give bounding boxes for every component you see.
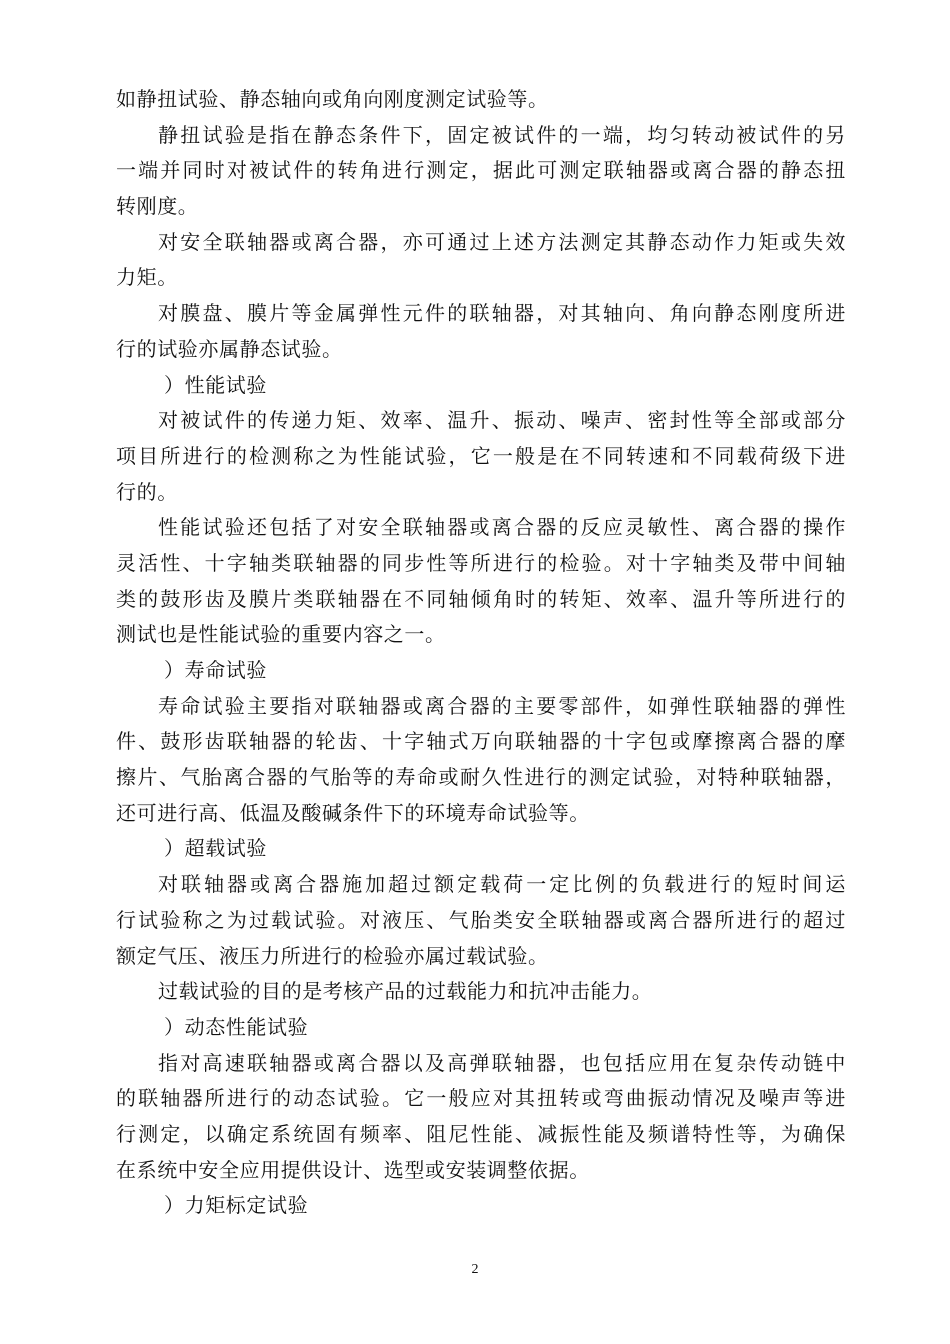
text-line: 还可进行高、低温及酸碱条件下的环境寿命试验等。: [116, 800, 590, 825]
page-number: 2: [471, 1262, 479, 1277]
text-line: 在系统中安全应用提供设计、选型或安装调整依据。: [116, 1157, 590, 1182]
section-heading: ）寿命试验: [164, 658, 267, 682]
text-line: 性能试验还包括了对安全联轴器或离合器的反应灵敏性、离合器的操作: [158, 515, 846, 540]
text-line: 如静扭试验、静态轴向或角向刚度测定试验等。: [116, 87, 549, 111]
text-line: 额定气压、液压力所进行的检验亦属过载试验。: [116, 943, 549, 968]
text-line: 行测定，以确定系统固有频率、阻尼性能、减振性能及频谱特性等，为确保: [116, 1121, 846, 1146]
text-line: 行的试验亦属静态试验。: [116, 336, 343, 361]
text-line: 项目所进行的检测称之为性能试验，它一般是在不同转速和不同载荷级下进: [116, 443, 846, 468]
text-line: 对联轴器或离合器施加超过额定载荷一定比例的负载进行的短时间运: [158, 872, 846, 897]
text-line: 行试验称之为过载试验。对液压、气胎类安全联轴器或离合器所进行的超过: [116, 907, 846, 932]
section-heading: ）性能试验: [164, 372, 267, 397]
section-heading: ）力矩标定试验: [164, 1193, 309, 1218]
text-line: 件、鼓形齿联轴器的轮齿、十字轴式万向联轴器的十字包或摩擦离合器的摩: [116, 729, 846, 754]
text-line: 灵活性、十字轴类联轴器的同步性等所进行的检验。对十字轴类及带中间轴: [116, 550, 846, 575]
text-line: 指对高速联轴器或离合器以及高弹联轴器，也包括应用在复杂传动链中: [158, 1050, 846, 1075]
text-line: 行的。: [116, 479, 178, 504]
text-line: 一端并同时对被试件的转角进行测定，据此可测定联轴器或离合器的静态扭: [116, 158, 846, 183]
text-line: 力矩。: [116, 265, 178, 290]
text-line: 对膜盘、膜片等金属弹性元件的联轴器，对其轴向、角向静态刚度所进: [158, 301, 846, 326]
text-line: 转刚度。: [116, 194, 199, 219]
text-line: 的联轴器所进行的动态试验。它一般应对其扭转或弯曲振动情况及噪声等进: [116, 1086, 846, 1111]
document-body: [116, 82, 846, 1224]
text-line: 对被试件的传递力矩、效率、温升、振动、噪声、密封性等全部或部分: [158, 408, 846, 433]
text-line: 寿命试验主要指对联轴器或离合器的主要零部件，如弹性联轴器的弹性: [158, 693, 846, 718]
text-line: 类的鼓形齿及膜片类联轴器在不同轴倾角时的转矩、效率、温升等所进行的: [116, 586, 846, 611]
section-heading: ）超载试验: [164, 836, 267, 861]
text-line: 测试也是性能试验的重要内容之一。: [116, 622, 446, 647]
text-line: 对安全联轴器或离合器，亦可通过上述方法测定其静态动作力矩或失效: [158, 229, 846, 254]
text-line: 静扭试验是指在静态条件下，固定被试件的一端，均匀转动被试件的另: [158, 122, 846, 147]
text-line: 过载试验的目的是考核产品的过载能力和抗冲击能力。: [158, 979, 653, 1004]
section-heading: ）动态性能试验: [164, 1014, 309, 1039]
text-line: 擦片、气胎离合器的气胎等的寿命或耐久性进行的测定试验，对特种联轴器，: [116, 765, 846, 790]
